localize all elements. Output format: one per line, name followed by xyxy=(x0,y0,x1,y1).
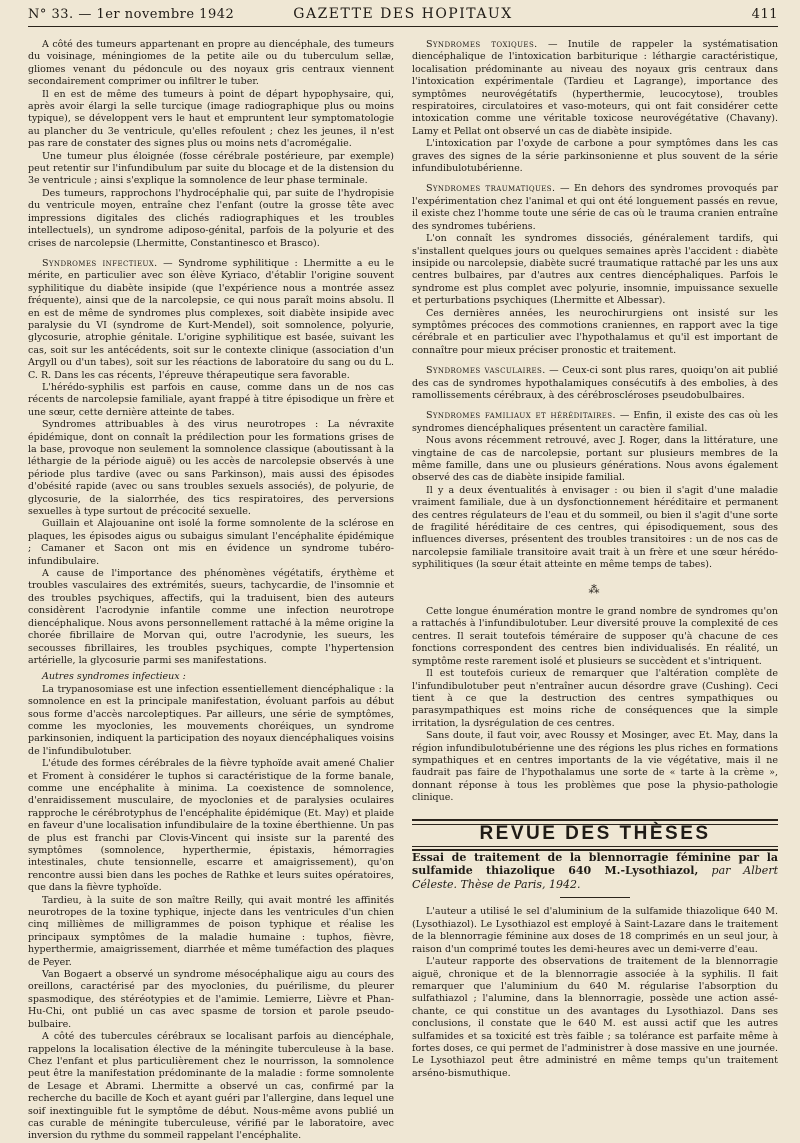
paragraph: L'intoxication par l'oxyde de carbone a pour symptômes dans les cas graves des signes de la série parkinsonienne et plus souvent de la série infundibulotubérienne. xyxy=(412,138,778,175)
paragraph: Il en est de même des tumeurs à point de départ hypophysaire, qui, après avoir élargi la selle turcique (image radiographique plus ou moins typique), se développent vers le haut et empruntent leur symptomatologie au plancher du 3e ventricule, qu'elles refoulent ; chez les jeunes, il n'est pas rare de constater des signes plus ou moins nets d'acromégalie. xyxy=(28,88,394,150)
section-toxiques xyxy=(412,39,778,138)
asterism-divider: ⁂ xyxy=(588,582,602,596)
divider xyxy=(560,897,630,898)
paragraph: A côté des tubercules cérébraux se localisant parfois au diencéphale, rappelons la localisation élective de la méningite tuberculeuse à la base. Chez l'enfant et plus particulièrement chez le nourrisson, la somnolence peut être la manifestation prédominante de la maladie : forme somnolente de Lesage et Abrami. Lhermitte a observé un cas, confirmé par la recherche du bacille de Koch et ayant guéri par l'allergine, dans lequel une soif inextinguible fut le symptôme de début. Nous-même avons publié un cas curable de méningite tuberculeuse, vérifié par le laboratoire, avec inversion du rythme du sommeil rappelant l'encéphalite. xyxy=(28,1031,394,1142)
section-traumatiques xyxy=(412,183,778,233)
section-label: Syndromes infectieux. xyxy=(42,257,158,269)
paragraph: A cause de l'importance des phénomènes végétatifs, érythème et troubles vasculaires des extrémités, sueurs, tachycardie, de l'insomnie et des troubles psychiques, affectifs, qui la traduisent, bien des auteurs considèrent l'acrodynie infantile comme une infection neurotrope diencéphalique. Nous avons personnellement rattaché à la même origine la chorée fibrillaire de Morvan qui, outre l'acrodynie, les sueurs, les secousses fibrillaires, les troubles psychiques, compte l'hypertension artérielle, la glycosurie parmi ses manifestations. xyxy=(28,568,394,666)
paragraph: A côté des tumeurs appartenant en propre au diencéphale, des tumeurs du voisinage, méningiomes de la petite aile ou du tuberculum sellæ, gliomes venant du pédoncule ou des noyaux gris centraux viennent secondairement comprimer ou infiltrer le tuber. xyxy=(28,39,394,88)
paragraph: — Inutile de rappeler la systématisation diencéphalique de l'intoxication barbiturique : léthargie caractéristique, localisation prédominante au niveau des noyaux gris centraux dans l'intoxication expérimentale (Tardieu et Lagrange), importance des symptômes neurovégétatifs (hyperthermie, leucocytose), troubles respiratoires, circulatoires et vaso-moteurs, qui ont fait considérer cette intoxication comme une véritable toxicose neurovégétative (Chavany). Lamy et Pellat ont observé un cas de diabète insipide. xyxy=(412,39,778,137)
article-title: Essai de traitement de la blennorragie féminine par la sulfamide thiazolique 640 M.-Lysothiazol, xyxy=(412,850,778,878)
section-vasculaires xyxy=(412,365,778,402)
issue-date: N° 33. — 1er novembre 1942 xyxy=(28,7,235,22)
journal-title: GAZETTE DES HOPITAUX xyxy=(293,6,513,22)
paragraph: L'hérédo-syphilis est parfois en cause, comme dans un de nos cas récents de narcolepsie familiale, ayant frappé à titre épisodique un frère et une sœur, cette dernière atteinte de tabes. xyxy=(28,381,394,418)
section-familiaux xyxy=(412,410,778,435)
section-banner xyxy=(412,819,778,851)
paragraph: L'on connaît les syndromes dissociés, généralement tardifs, qui s'installent quelques jours ou quelques semaines après l'accident : diabète insipide ou narcolepsie, diabète sucré traumatique rattaché par les uns aux centres bulbaires, par d'autres aux centres diencéphaliques. Parfois le syndrome est plus complet avec polyurie, insomnie, impuissance sexuelle et perturbations psychiques (Lhermitte et Albessar). xyxy=(412,233,778,307)
paragraph: L'étude des formes cérébrales de la fièvre typhoïde avait amené Chalier et Froment à considérer le tuphos si caractéristique de la forme banale, comme une encéphalite à minima. La coexistence de somnolence, d'enraidissement musculaire, de myoclonies et de paralysies oculaires rapproche le cérébrotyphus de l'encéphalite épidémique (Et. May) et plaide en faveur d'une localisation infundibulaire de la toxine éberthienne. Un pas de plus est franchi par Clovis-Vincent qui insiste sur la parenté des symptômes (somnolence, hyperthermie, épistaxis, hémorragies intestinales, chute tensionnelle, escarre et amaigrissement), qu'on rencontre aussi bien dans les poches de Rathke et leurs suites opératoires, que dans la fièvre typhoïde. xyxy=(28,758,394,894)
paragraph: L'auteur rapporte des observations de traitement de la blennorragie aiguë, chronique et de la blennorragie associée à la syphilis. Il fait remarquer que l'aluminium du 640 M. régularise l'absorption du sulfathiazol ; l'alumine, dans la blennorragie, possède une action assé-chante, ce qui constitue un des avantages du Lysothiazol. Dans ses conclusions, il constate que le 640 M. est aussi actif que les autres sulfamides et sa toxicité est très faible ; sa tolérance est parfaite même à fortes doses, ce qui permet de l'administrer à dose massive en une journée. Le Lysothiazol peut être administré en même temps qu'un traitement arséno-bismuthique. xyxy=(412,956,778,1079)
paragraph: — En dehors des syndromes provoqués par l'expérimentation chez l'animal et qui ont été longuement passés en revue, il existe chez l'homme toute une série de cas où le trauma cranien entraîne des syndromes tubériens. xyxy=(412,183,778,232)
section-label: Syndromes familiaux et héréditaires. xyxy=(426,410,616,422)
banner-frame xyxy=(412,824,778,847)
banner-title: REVUE DES THÈSES xyxy=(479,822,711,844)
paragraph: Syndromes attribuables à des virus neurotropes : La névraxite épidémique, dont on connaît la prédilection pour les formations grises de la base, provoque non seulement la somnolence classique (aboutissant à la léthargie de la période aiguë) ou les accès de narcolepsie observés à une période plus tardive (avec ou sans Parkinson), mais aussi des épisodes d'obésité rapide (avec ou sans troubles sexuels associés), de polyurie, de glycosurie, de la sialorrhée, des tics respiratoires, des perversions sexuelles à type surtout de précocité sexuelle. xyxy=(28,419,394,518)
paragraph: L'auteur a utilisé le sel d'aluminium de la sulfamide thiazolique 640 M. (Lysothiazol). Le Lysothiazol est employé à Saint-Lazare dans le traitement de la blennorragie féminine aux doses de 18 comprimés en un seul jour, à raison d'un comprimé toutes les demi-heures avec un demi-verre d'eau. xyxy=(412,906,778,955)
paragraph: — Ceux-ci sont plus rares, quoiqu'on ait publié des cas de syndromes hypothalamiques consécutifs à des embolies, à des ramollissements cérébraux, à des cérébroscléroses pseudobulbaires. xyxy=(412,365,779,401)
paragraph: Une tumeur plus éloignée (fosse cérébrale postérieure, par exemple) peut retentir sur l'infundibulum par suite du blocage et de la distension du 3e ventricule ; ainsi s'explique la somnolence de leur phase terminale. xyxy=(28,150,394,187)
subheading: Autres syndromes infectieux : xyxy=(42,671,186,683)
paragraph: Guillain et Alajouanine ont isolé la forme somnolente de la sclérose en plaques, les épisodes aigus ou subaigus simulant l'encéphalite épidémique ; Camaner et Sacon ont mis en évidence un syndrome tubéro-infundibulaire. xyxy=(28,518,394,567)
section-infectieux xyxy=(28,258,394,382)
article-byline: par Albert Céleste. Thèse de Paris, 1942. xyxy=(412,864,778,891)
paragraph: Sans doute, il faut voir, avec Roussy et Mosinger, avec Et. May, dans la région infundibulotubérienne une des régions les plus riches en formations sympathiques et en centres importants de la vie végétative, mais il ne faudrait pas faire de l'hypothalamus une sorte de « tarte à la crème », donnant réponse à tous les problèmes que pose la physio-pathologie clinique. xyxy=(412,730,778,804)
section-label: Syndromes traumatiques. xyxy=(426,183,556,195)
paragraph: Tardieu, à la suite de son maître Reilly, qui avait montré les affinités neurotropes de la toxine typhique, injecte dans les ventricules d'un chien cinq millièmes de milligrammes de poison typhique et réalise les principaux symptômes de la maladie humaine : tuphos, fièvre, hyperthermie, amaigrissement, diarrhée et même tuméfaction des plaques de Peyer. xyxy=(28,894,394,968)
right-column xyxy=(412,39,778,1143)
paragraph: Van Bogaert a observé un syndrome mésocéphalique aigu au cours des oreillons, caractérisé par des myoclonies, du puérilisme, du pleurer spasmodique, des stéréotypies et de l'amimie. Lemierre, Lièvre et Phan-Hu-Chi, ont publié un cas avec spasme de torsion et parole pseudo-bulbaire. xyxy=(28,969,394,1030)
two-column-body xyxy=(28,39,778,1143)
paragraph: Il y a deux éventualités à envisager : ou bien il s'agit d'une maladie vraiment familiale, due à un dysfonctionnement héréditaire et permanent des centres régulateurs de l'eau et du sommeil, ou bien il s'agit d'une sorte de fragilité héréditaire de ces centres, qui épisodiquement, sous des influences diverses, présentent des troubles transitoires : un de nos cas de narcolepsie familiale transitoire avait trait à un frère et une sœur hérédo-syphilitiques (la sœur était atteinte en même temps de tabes). xyxy=(412,484,778,571)
paragraph: — Enfin, il existe des cas où les syndromes diencéphaliques présentent un caractère familial. xyxy=(412,410,778,434)
paragraph: — Syndrome syphilitique : Lhermitte a eu le mérite, en particulier avec son élève Kyriaco, d'établir l'origine souvent syphilitique du diabète insipide (que l'expérience nous a montrée assez fréquente), ainsi que de la narcolepsie, ce qui nous paraît moins absolu. Il en est de même de syndromes plus complexes, soit diabète insipide avec paralysie du VI (syndrome de Kurt-Mendel), soit somnolence, polyurie, glycosurie, atrophie génitale. L'origine syphilitique est basée, suivant les cas, soit sur les antécédents, soit sur le contexte clinique (association d'un Argyll ou d'un tabes), soit sur les réactions de laboratoire du sang ou du L. C. R. Dans les cas récents, l'épreuve thérapeutique sera favorable. xyxy=(28,257,394,381)
paragraph: La trypanosomiase est une infection essentiellement diencéphalique : la somnolence en est la principale manifestation, évoluant parfois au début sous forme d'accès narcoleptiques. Par ailleurs, une série de symptômes, comme les myoclonies, les mouvements choréiques, un syndrome parkinsonien, indiquent la participation des noyaux diencéphaliques voisins de l'infundibulotuber. xyxy=(28,683,394,757)
paragraph: Ces dernières années, les neurochirurgiens ont insisté sur les symptômes précoces des commotions craniennes, en rapport avec la tige cérébrale et en particulier avec l'hypothalamus et qu'il est important de connaître pour mieux préciser pronostic et traitement. xyxy=(412,307,778,356)
paragraph: Nous avons récemment retrouvé, avec J. Roger, dans la littérature, une vingtaine de cas de narcolepsie, portant sur plusieurs membres de la même famille, dans une ou plusieurs générations. Nous avons également observé des cas de diabète insipide familial. xyxy=(412,435,778,484)
article-heading xyxy=(412,851,778,892)
page-number: 411 xyxy=(751,7,778,22)
left-column xyxy=(28,39,394,1143)
paragraph: Des tumeurs, rapprochons l'hydrocéphalie qui, par suite de l'hydropisie du ventricule moyen, entraîne chez l'enfant (outre la grosse tête avec impressions digitales des clichés radiographiques et les troubles intellectuels), un syndrome adiposo-génital, parfois de la polyurie et des crises de narcolepsie (Lhermitte, Constantinesco et Brasco). xyxy=(28,187,394,249)
paragraph: Il est toutefois curieux de remarquer que l'altération complète de l'infundibulotuber peut n'entraîner aucun désordre grave (Cushing). Ceci tient à ce que la destruction des centres sympathiques ou parasympathiques est moins riche de conséquences que la simple irritation, la dysrégulation de ces centres. xyxy=(412,668,778,729)
section-label: Syndromes toxiques. xyxy=(426,39,538,50)
page-header xyxy=(28,6,778,27)
section-label: Syndromes vasculaires. xyxy=(426,365,546,377)
paragraph: Cette longue énumération montre le grand nombre de syndromes qu'on a rattachés à l'infundibulotuber. Leur diversité prouve la complexité de ces centres. Il serait toutefois téméraire de supposer qu'à chacune de ces fonctions correspondent des centres bien individualisés. En réalité, un symptôme reste rarement isolé et plusieurs se succèdent et s'intriquent. xyxy=(412,606,778,667)
